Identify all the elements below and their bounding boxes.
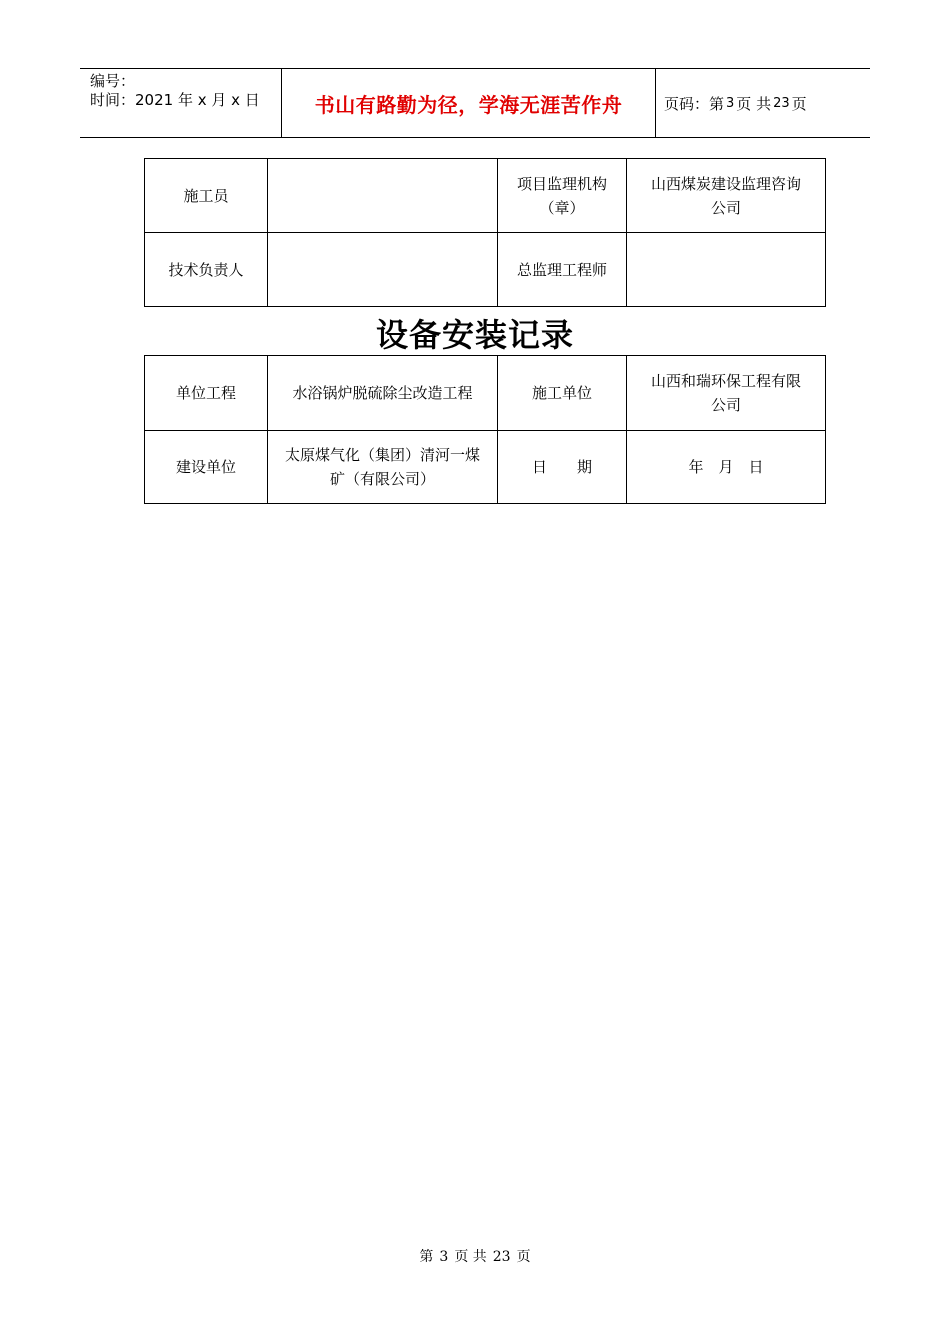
table-cell: 技术负责人 (145, 233, 268, 307)
motto-text: 书山有路勤为径，学海无涯苦作舟 (314, 92, 623, 117)
footer-current: 3 (439, 1249, 449, 1265)
table-row (145, 431, 826, 504)
document-title: 设备安装记录 (375, 316, 574, 354)
table-row (145, 356, 826, 431)
table-cell (627, 233, 826, 307)
record-table (144, 355, 826, 504)
table-cell (268, 233, 498, 307)
header-motto-cell (281, 69, 656, 137)
time-label: 时间：2021 年 x 月 x 日 (90, 91, 260, 109)
number-label: 编号： (90, 72, 136, 90)
table-cell: 单位工程 (145, 356, 268, 431)
header-page-info (656, 69, 870, 137)
footer-mid: 页 共 (454, 1249, 487, 1265)
table-cell: 山西和瑞环保工程有限公司 (627, 356, 826, 431)
table-row (145, 159, 826, 233)
page-label-suffix: 页 (791, 94, 807, 113)
table-cell: 总监理工程师 (498, 233, 627, 307)
table-cell: 年 月 日 (627, 431, 826, 504)
page-current: 3 (726, 95, 735, 111)
signature-table (144, 158, 826, 307)
table-cell: 建设单位 (145, 431, 268, 504)
footer-total: 23 (492, 1249, 511, 1265)
header-meta (80, 69, 280, 137)
page-total: 23 (773, 95, 790, 111)
table-cell: 施工单位 (498, 356, 627, 431)
page-header (80, 68, 870, 138)
table-cell: 山西煤炭建设监理咨询公司 (627, 159, 826, 233)
table-cell (268, 159, 498, 233)
page-label-prefix: 页码：第 (664, 94, 725, 113)
table-cell: 水浴锅炉脱硫除尘改造工程 (268, 356, 498, 431)
footer-prefix: 第 (419, 1249, 434, 1265)
page-footer (0, 1246, 950, 1266)
table-cell: 项目监理机构（章） (498, 159, 627, 233)
table-cell: 日 期 (498, 431, 627, 504)
footer-suffix: 页 (516, 1249, 531, 1265)
page-label-mid: 页 共 (736, 94, 772, 113)
table-cell: 施工员 (145, 159, 268, 233)
table-cell: 太原煤气化（集团）清河一煤矿（有限公司） (268, 431, 498, 504)
table-row (145, 233, 826, 307)
